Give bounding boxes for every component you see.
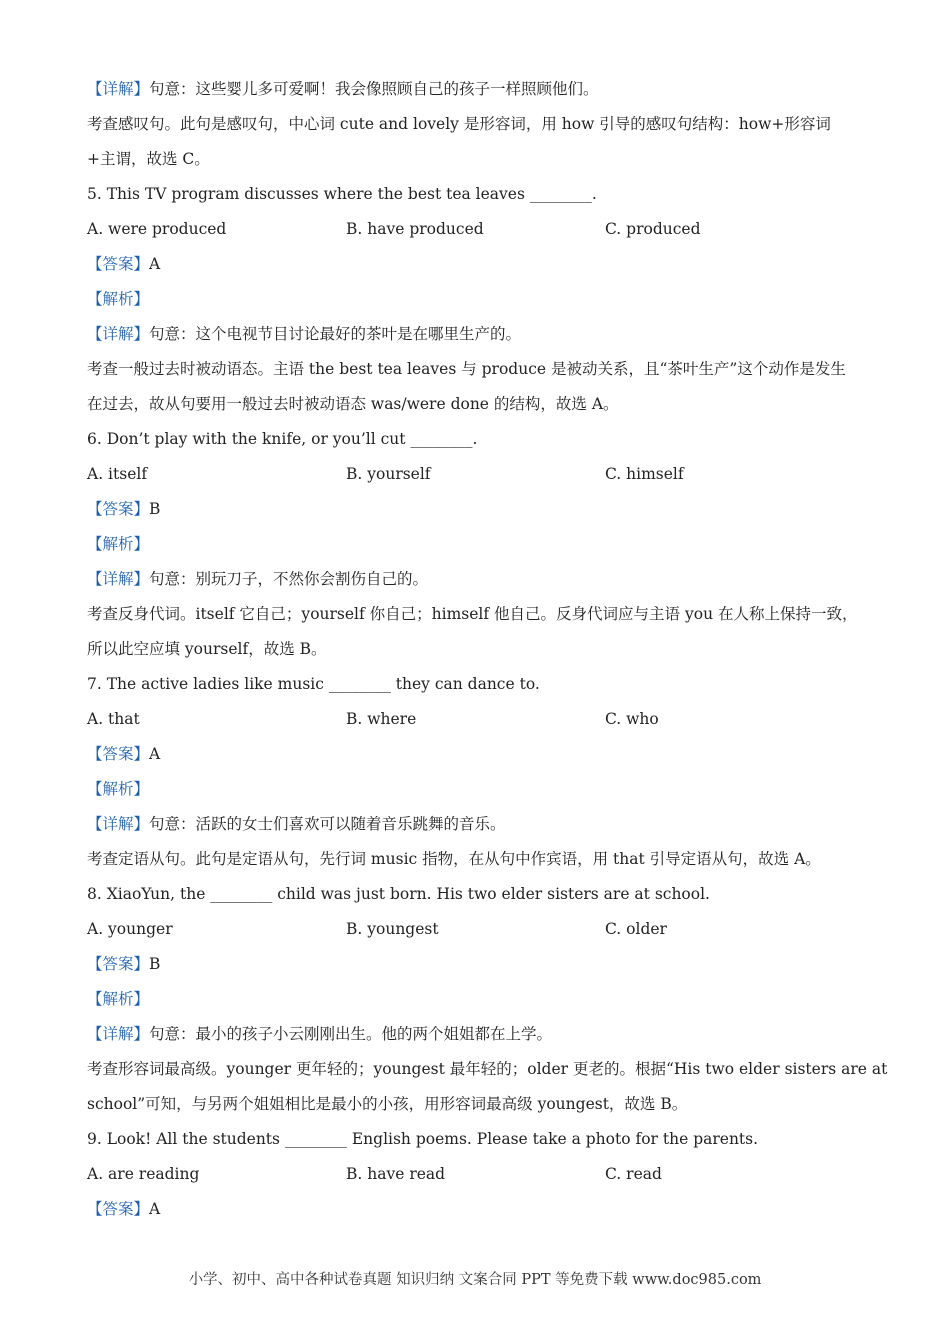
q9-options	[87, 1157, 877, 1192]
detail-text: 句意：这个电视节目讨论最好的茶叶是在哪里生产的。	[149, 325, 522, 343]
answer-value: A	[149, 255, 161, 273]
answer-tag: 【答案】	[87, 1200, 150, 1218]
q8-options	[87, 912, 877, 947]
detail-text: 句意：别玩刀子，不然你会割伤自己的。	[149, 570, 429, 588]
q5-options	[87, 212, 877, 247]
q6-stem: 6. Don’t play with the knife, or you’ll cut ________.	[87, 430, 478, 448]
q7-option-b: B. where	[346, 710, 417, 728]
q6-option-c: C. himself	[605, 465, 684, 483]
q4-detail	[87, 72, 877, 107]
detail-text: 句意：活跃的女士们喜欢可以随着音乐跳舞的音乐。	[149, 815, 506, 833]
q7-explanation-line-1: 考查定语从句。此句是定语从句，先行词 music 指物，在从句中作宾语，用 that 引导定语从句，故选 A。	[87, 850, 821, 868]
q8-explanation-line-1: 考查形容词最高级。younger 更年轻的；youngest 最年轻的；older 更老的。根据“His two elder sisters are at	[87, 1060, 888, 1078]
q4-explanation-line-2: +主谓，故选 C。	[87, 150, 210, 168]
q7-detail	[87, 807, 877, 842]
q5-answer	[87, 247, 877, 282]
q5-stem: 5. This TV program discusses where the best tea leaves ________.	[87, 185, 597, 203]
answer-value: B	[149, 500, 161, 518]
answer-tag: 【答案】	[87, 745, 150, 763]
q5-analysis-tag: 【解析】	[87, 290, 150, 308]
q6-detail	[87, 562, 877, 597]
q9-option-b: B. have read	[346, 1165, 446, 1183]
detail-tag: 【详解】	[87, 80, 150, 98]
detail-tag: 【详解】	[87, 1025, 150, 1043]
q8-detail	[87, 1017, 877, 1052]
q5-option-a: A. were produced	[87, 220, 227, 238]
q5-detail	[87, 317, 877, 352]
detail-tag: 【详解】	[87, 815, 150, 833]
answer-tag: 【答案】	[87, 500, 150, 518]
q7-option-c: C. who	[605, 710, 659, 728]
q7-option-a: A. that	[87, 710, 140, 728]
q8-analysis-tag: 【解析】	[87, 990, 150, 1008]
q7-stem: 7. The active ladies like music ________ they can dance to.	[87, 675, 540, 693]
q5-explanation-line-2: 在过去，故从句要用一般过去时被动语态 was/were done 的结构，故选 A。	[87, 395, 619, 413]
answer-value: A	[149, 1200, 161, 1218]
q6-option-a: A. itself	[87, 465, 148, 483]
q9-option-c: C. read	[605, 1165, 662, 1183]
q6-explanation-line-2: 所以此空应填 yourself，故选 B。	[87, 640, 327, 658]
q8-option-b: B. youngest	[346, 920, 439, 938]
q6-explanation-line-1: 考查反身代词。itself 它自己；yourself 你自己；himself 他自己。反身代词应与主语 you 在人称上保持一致，	[87, 605, 858, 623]
q8-option-c: C. older	[605, 920, 667, 938]
q7-analysis-tag: 【解析】	[87, 780, 150, 798]
answer-tag: 【答案】	[87, 255, 150, 273]
q4-explanation-line-1: 考查感叹句。此句是感叹句，中心词 cute and lovely 是形容词，用 how 引导的感叹句结构：how+形容词	[87, 115, 831, 133]
q6-option-b: B. yourself	[346, 465, 431, 483]
q5-option-b: B. have produced	[346, 220, 484, 238]
q5-option-c: C. produced	[605, 220, 701, 238]
q6-analysis-tag: 【解析】	[87, 535, 150, 553]
answer-value: B	[149, 955, 161, 973]
q7-answer	[87, 737, 877, 772]
q8-option-a: A. younger	[87, 920, 173, 938]
document-body	[87, 72, 888, 1227]
page-footer: 小学、初中、高中各种试卷真题 知识归纳 文案合同 PPT 等免费下载 www.doc985.com	[188, 1272, 762, 1288]
q8-stem: 8. XiaoYun, the ________ child was just born. His two elder sisters are at school.	[87, 885, 710, 903]
detail-text: 句意：这些婴儿多可爱啊！我会像照顾自己的孩子一样照顾他们。	[149, 80, 599, 98]
q9-stem: 9. Look! All the students ________ English poems. Please take a photo for the parents.	[87, 1130, 759, 1148]
q8-explanation-line-2: school”可知，与另两个姐姐相比是最小的小孩，用形容词最高级 youngest，故选 B。	[87, 1095, 688, 1113]
q6-answer	[87, 492, 877, 527]
answer-tag: 【答案】	[87, 955, 150, 973]
answer-value: A	[149, 745, 161, 763]
q6-options	[87, 457, 877, 492]
q5-explanation-line-1: 考查一般过去时被动语态。主语 the best tea leaves 与 produce 是被动关系，且“茶叶生产”这个动作是发生	[87, 360, 846, 378]
detail-text: 句意：最小的孩子小云刚刚出生。他的两个姐姐都在上学。	[149, 1025, 553, 1043]
q9-answer	[87, 1192, 877, 1227]
q7-options	[87, 702, 877, 737]
detail-tag: 【详解】	[87, 570, 150, 588]
q8-answer	[87, 947, 877, 982]
detail-tag: 【详解】	[87, 325, 150, 343]
q9-option-a: A. are reading	[87, 1165, 200, 1183]
